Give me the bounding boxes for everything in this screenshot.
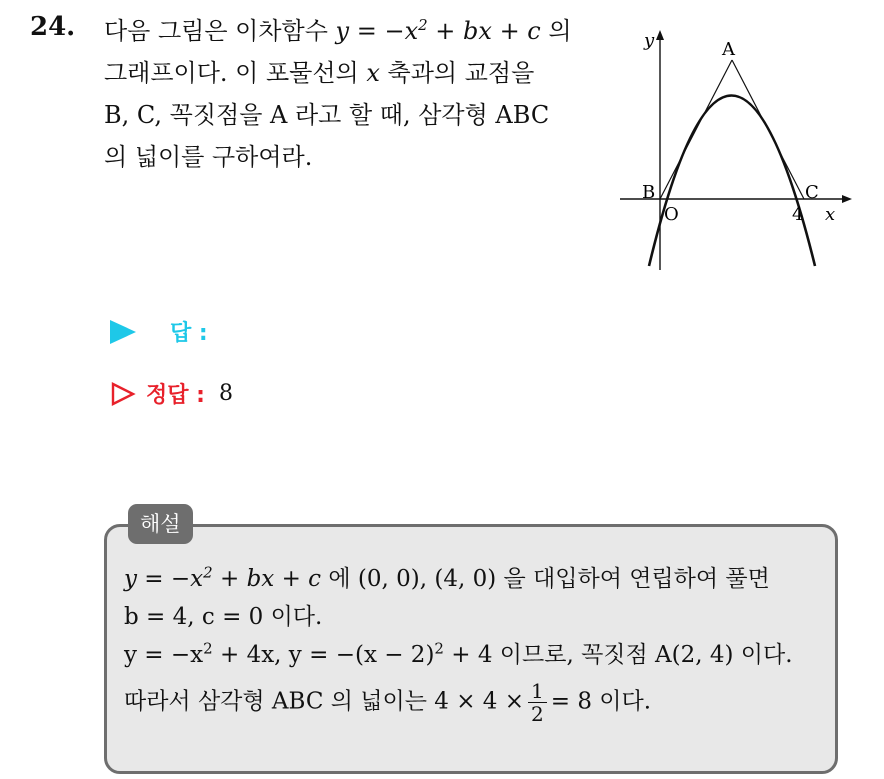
- origin-label: O: [664, 204, 679, 225]
- correct-answer-row: [110, 378, 233, 409]
- solution-line-3-text: 이므로, 꼭짓점 A(2, 4) 이다.: [492, 642, 793, 668]
- fraction-denominator: 2: [531, 702, 544, 726]
- answer-row: [110, 316, 208, 347]
- fraction-one-half: [528, 680, 547, 725]
- parabola-graph: [612, 22, 858, 274]
- solution-eq3-part-b: + 4x, y = −(x − 2): [212, 642, 435, 668]
- problem-line-2-end: 축과의 교점을: [379, 59, 535, 87]
- solution-line-1-text: 에 (0, 0), (4, 0) 을 대입하여 연립하여 풀면: [321, 566, 770, 592]
- y-axis-arrow: [656, 30, 664, 40]
- solution-equation-1: [124, 563, 322, 592]
- correct-answer-value: 8: [218, 381, 233, 406]
- x-axis-arrow: [842, 195, 852, 203]
- problem-number: 24.: [30, 12, 76, 42]
- problem-line-1-end: 의: [540, 17, 572, 45]
- x-axis-label: x: [825, 204, 836, 225]
- solution-eq1-part-a: y = −x: [124, 566, 204, 592]
- y-axis-label: y: [644, 30, 655, 51]
- vertex-label-a: A: [722, 39, 735, 60]
- problem-line-2-text: 그래프이다. 이 포물선의: [104, 59, 367, 87]
- solution-eq1-part-b: + bx + c: [212, 566, 322, 592]
- problem-line-1-text: 다음 그림은 이차함수: [104, 17, 336, 45]
- problem-line-4: 의 넓이를 구하여라.: [104, 143, 313, 171]
- point-label-c: C: [805, 182, 819, 203]
- solution-eq3-part-c: + 4: [443, 642, 493, 668]
- triangle-side-ab: [660, 60, 732, 199]
- solution-tag: 해설: [128, 504, 193, 544]
- equation-part-a: y = −x: [335, 17, 419, 45]
- solution-eq3-exponent-1: 2: [203, 639, 213, 658]
- filled-triangle-icon: [110, 320, 136, 344]
- x-variable: x: [366, 59, 380, 87]
- problem-text: [104, 10, 604, 178]
- answer-label: 답 :: [170, 321, 208, 346]
- triangle-side-ac: [732, 60, 804, 199]
- problem-line-1: [104, 10, 604, 52]
- parabola-curve: [649, 96, 815, 267]
- point-label-b: B: [642, 182, 656, 203]
- equation-part-b: + bx + c: [427, 17, 541, 45]
- tick-label-4: 4: [792, 204, 804, 225]
- solution-text: [124, 560, 834, 725]
- solution-line-4-end: = 8 이다.: [550, 688, 652, 715]
- equation: [336, 17, 541, 45]
- problem-line-2: [104, 52, 604, 94]
- problem-line-3: B, C, 꼭짓점을 A 라고 할 때, 삼각형 ABC: [104, 101, 550, 129]
- solution-line-4-text: 따라서 삼각형 ABC 의 넓이는 4 × 4 ×: [124, 688, 525, 715]
- correct-answer-label: 정답 :: [146, 383, 205, 408]
- solution-eq3-exponent-2: 2: [434, 639, 444, 658]
- solution-line-4: [124, 680, 834, 725]
- fraction-numerator: 1: [528, 680, 547, 703]
- outline-triangle-icon: [110, 381, 136, 407]
- solution-line-3: [124, 636, 834, 674]
- solution-eq1-exponent: 2: [203, 563, 213, 582]
- equation-exponent: 2: [418, 16, 428, 34]
- solution-line-2: b = 4, c = 0 이다.: [124, 604, 323, 630]
- solution-line-1: [124, 560, 834, 598]
- solution-eq3-part-a: y = −x: [124, 642, 204, 668]
